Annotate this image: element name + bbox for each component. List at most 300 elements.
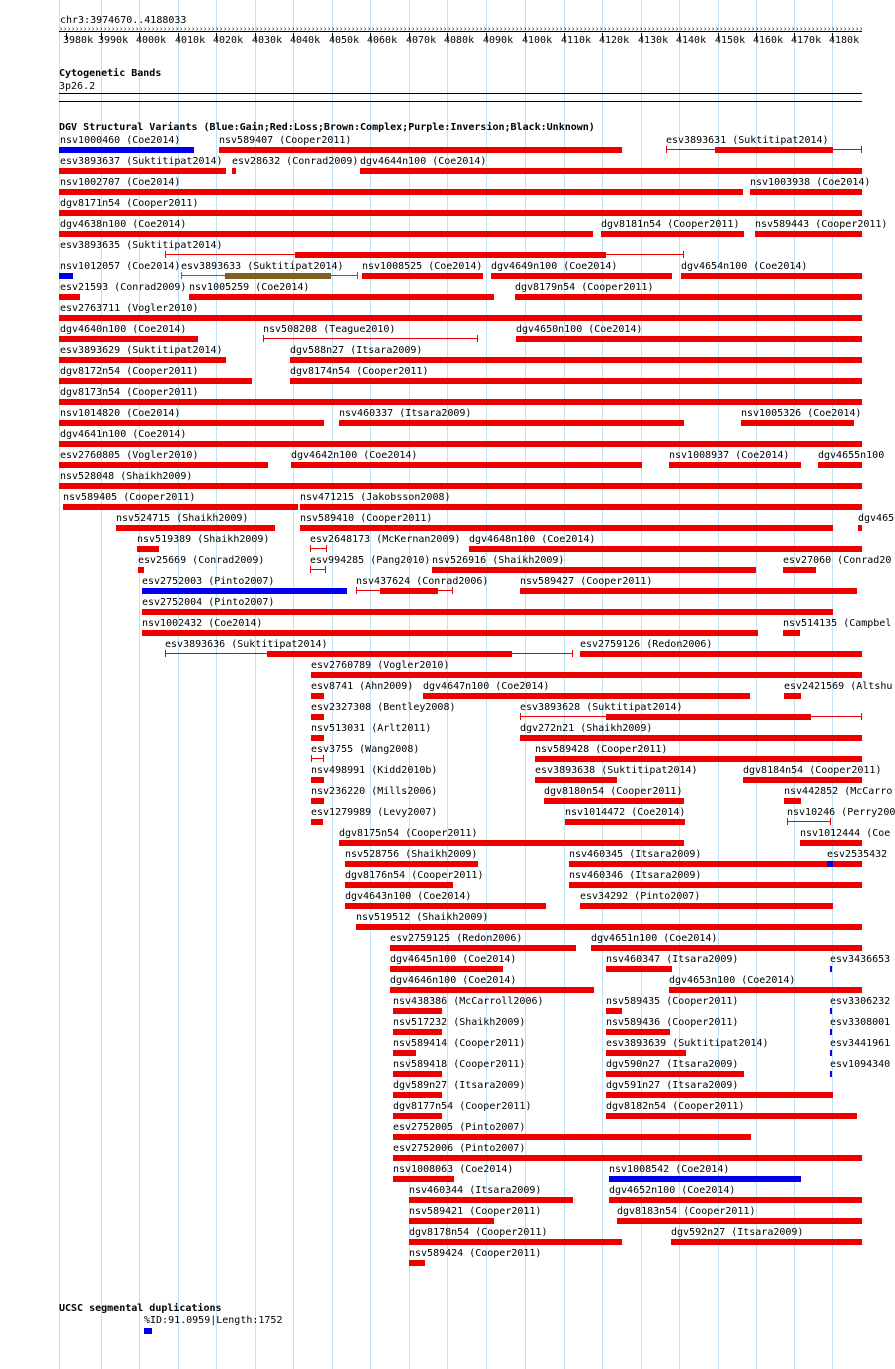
variant-bar[interactable]	[137, 546, 159, 552]
ruler-arrow: ›	[107, 25, 112, 33]
variant-label[interactable]: esv8741 (Ahn2009)	[311, 681, 414, 692]
ruler-tick-label: 4100k	[522, 35, 553, 46]
variant-label[interactable]: nsv589407 (Cooper2011)	[219, 135, 352, 146]
variant-bar[interactable]	[311, 798, 324, 804]
variant-bar[interactable]	[311, 672, 862, 678]
variant-bar[interactable]	[520, 735, 862, 741]
variant-label[interactable]: nsv1002707 (Coe2014)	[60, 177, 181, 188]
variant-label[interactable]: esv2760789 (Vogler2010)	[311, 660, 450, 671]
variant-label[interactable]: esv2760805 (Vogler2010)	[60, 450, 199, 461]
variant-label[interactable]: dgv4645n100 (Coe2014)	[390, 954, 517, 965]
variant-bar[interactable]	[393, 1134, 751, 1140]
variant-label[interactable]: nsv460345 (Itsara2009)	[569, 849, 702, 860]
variant-bar[interactable]	[784, 798, 801, 804]
variant-label[interactable]: nsv519389 (Shaikh2009)	[137, 534, 270, 545]
variant-bar[interactable]	[390, 987, 594, 993]
variant-label[interactable]: dgv589n27 (Itsara2009)	[393, 1080, 526, 1091]
variant-label[interactable]: dgv4640n100 (Coe2014)	[60, 324, 187, 335]
variant-bar[interactable]	[606, 1008, 622, 1014]
variant-label[interactable]: nsv508208 (Teague2010)	[263, 324, 396, 335]
variant-bar[interactable]	[59, 168, 226, 174]
variant-label[interactable]: esv3306232	[830, 996, 891, 1007]
variant-label[interactable]: nsv589427 (Cooper2011)	[520, 576, 653, 587]
ruler-arrow: ›	[215, 25, 220, 33]
segdup-feature-label[interactable]: %ID:91.0959|Length:1752	[144, 1315, 283, 1326]
variant-bar[interactable]	[225, 273, 331, 279]
variant-label[interactable]: esv28632 (Conrad2009)	[232, 156, 359, 167]
variant-bar[interactable]	[743, 777, 862, 783]
variant-bar[interactable]	[393, 1029, 442, 1035]
variant-label[interactable]: esv3893633 (Suktitipat2014)	[181, 261, 344, 272]
variant-label[interactable]: nsv589410 (Cooper2011)	[300, 513, 433, 524]
variant-bar[interactable]	[827, 861, 833, 867]
variant-label[interactable]: dgv590n27 (Itsara2009)	[606, 1059, 739, 1070]
variant-label[interactable]: nsv1014472 (Coe2014)	[565, 807, 686, 818]
variant-label[interactable]: esv3893631 (Suktitipat2014)	[666, 135, 829, 146]
variant-bar[interactable]	[784, 693, 801, 699]
variant-bar[interactable]	[606, 714, 811, 720]
variant-bar[interactable]	[390, 966, 503, 972]
variant-bar[interactable]	[409, 1239, 622, 1245]
ruler-arrow: ›	[639, 25, 644, 33]
variant-bar[interactable]	[339, 420, 684, 426]
variant-bar[interactable]	[116, 525, 275, 531]
variant-label[interactable]: nsv1000460 (Coe2014)	[60, 135, 181, 146]
variant-label[interactable]: nsv589435 (Cooper2011)	[606, 996, 739, 1007]
variant-label[interactable]: nsv517232 (Shaikh2009)	[393, 1017, 526, 1028]
variant-bar[interactable]	[830, 1071, 832, 1077]
variant-label[interactable]: dgv4648n100 (Coe2014)	[469, 534, 596, 545]
variant-bar[interactable]	[669, 462, 801, 468]
ruler-arrow: ›	[323, 25, 328, 33]
variant-label[interactable]: esv994285 (Pang2010)	[310, 555, 431, 566]
variant-label[interactable]: dgv4654n100 (Coe2014)	[681, 261, 808, 272]
variant-label[interactable]: esv1279989 (Levy2007)	[311, 807, 438, 818]
variant-bar[interactable]	[362, 273, 483, 279]
variant-label[interactable]: nsv589418 (Cooper2011)	[393, 1059, 526, 1070]
variant-bar[interactable]	[409, 1218, 494, 1224]
variant-bar[interactable]	[380, 588, 438, 594]
variant-label[interactable]: dgv4646n100 (Coe2014)	[390, 975, 517, 986]
variant-label[interactable]: dgv8174n54 (Cooper2011)	[290, 366, 429, 377]
variant-label[interactable]: esv3893638 (Suktitipat2014)	[535, 765, 698, 776]
variant-bar[interactable]	[606, 1029, 670, 1035]
variant-label[interactable]: esv3893639 (Suktitipat2014)	[606, 1038, 769, 1049]
variant-bar[interactable]	[219, 147, 622, 153]
variant-label[interactable]: esv27060 (Conrad20	[783, 555, 892, 566]
ruler-arrow: ›	[123, 25, 128, 33]
variant-label[interactable]: esv2759126 (Redon2006)	[580, 639, 713, 650]
variant-label[interactable]: dgv8173n54 (Cooper2011)	[60, 387, 199, 398]
variant-bar[interactable]	[544, 798, 684, 804]
variant-bar[interactable]	[59, 210, 862, 216]
variant-bar[interactable]	[311, 714, 324, 720]
variant-bar[interactable]	[232, 168, 236, 174]
variant-label[interactable]: nsv1014820 (Coe2014)	[60, 408, 181, 419]
variant-label[interactable]: nsv10246 (Perry200	[787, 807, 895, 818]
variant-label[interactable]: dgv8176n54 (Cooper2011)	[345, 870, 484, 881]
variant-label[interactable]: esv21593 (Conrad2009)	[60, 282, 187, 293]
ruler-arrow: ›	[227, 25, 232, 33]
variant-bar[interactable]	[59, 189, 743, 195]
ruler-arrow: ›	[175, 25, 180, 33]
ruler-arrow: ›	[839, 25, 844, 33]
variant-bar[interactable]	[311, 735, 324, 741]
variant-bar[interactable]	[755, 231, 862, 237]
variant-bar[interactable]	[741, 420, 854, 426]
variant-label[interactable]: esv2763711 (Vogler2010)	[60, 303, 199, 314]
variant-label[interactable]: dgv8172n54 (Cooper2011)	[60, 366, 199, 377]
variant-label[interactable]: nsv589428 (Cooper2011)	[535, 744, 668, 755]
variant-label[interactable]: esv3441961	[830, 1038, 891, 1049]
variant-bar[interactable]	[393, 1155, 862, 1161]
ruler-arrow: ›	[567, 25, 572, 33]
variant-bar[interactable]	[345, 882, 453, 888]
variant-label[interactable]: nsv236220 (Mills2006)	[311, 786, 438, 797]
variant-label[interactable]: nsv438386 (McCarroll2006)	[393, 996, 544, 1007]
variant-label[interactable]: dgv4638n100 (Coe2014)	[60, 219, 187, 230]
variant-bar[interactable]	[311, 693, 324, 699]
variant-bar[interactable]	[606, 966, 672, 972]
variant-span-cap	[830, 818, 831, 825]
variant-label[interactable]: dgv4644n100 (Coe2014)	[360, 156, 487, 167]
ruler-arrow: ›	[343, 25, 348, 33]
ruler-arrow: ›	[251, 25, 256, 33]
variant-label[interactable]: esv2648173 (McKernan2009)	[310, 534, 461, 545]
variant-label[interactable]: dgv8183n54 (Cooper2011)	[617, 1206, 756, 1217]
variant-label[interactable]: nsv460347 (Itsara2009)	[606, 954, 739, 965]
ruler-arrow: ›	[327, 25, 332, 33]
ruler-arrow: ›	[299, 25, 304, 33]
variant-bar[interactable]	[800, 840, 862, 846]
variant-bar[interactable]	[59, 273, 73, 279]
variant-bar[interactable]	[393, 1113, 442, 1119]
variant-bar[interactable]	[267, 651, 512, 657]
variant-label[interactable]: nsv460346 (Itsara2009)	[569, 870, 702, 881]
ruler-tick-label: 4010k	[175, 35, 206, 46]
variant-label[interactable]: esv3893628 (Suktitipat2014)	[520, 702, 683, 713]
ruler-tick-label: 4000k	[136, 35, 167, 46]
variant-label[interactable]: nsv589421 (Cooper2011)	[409, 1206, 542, 1217]
variant-bar[interactable]	[569, 861, 862, 867]
ruler-arrow: ›	[687, 25, 692, 33]
variant-bar[interactable]	[339, 840, 684, 846]
variant-span-cap	[477, 335, 478, 342]
variant-bar[interactable]	[59, 399, 862, 405]
variant-bar[interactable]	[142, 630, 758, 636]
variant-label[interactable]: nsv528756 (Shaikh2009)	[345, 849, 478, 860]
variant-bar[interactable]	[516, 336, 862, 342]
variant-bar[interactable]	[59, 336, 198, 342]
variant-bar[interactable]	[535, 756, 862, 762]
ruler-arrow: ›	[363, 25, 368, 33]
variant-label[interactable]: dgv4651n100 (Coe2014)	[591, 933, 718, 944]
variant-label[interactable]: esv2327308 (Bentley2008)	[311, 702, 456, 713]
variant-bar[interactable]	[393, 1008, 442, 1014]
variant-label[interactable]: dgv591n27 (Itsara2009)	[606, 1080, 739, 1091]
variant-label[interactable]: esv25669 (Conrad2009)	[138, 555, 265, 566]
variant-bar[interactable]	[681, 273, 862, 279]
variant-bar[interactable]	[311, 819, 323, 825]
variant-bar[interactable]	[59, 147, 194, 153]
variant-bar[interactable]	[142, 588, 347, 594]
variant-bar[interactable]	[295, 252, 606, 258]
ruler-arrow: ›	[543, 25, 548, 33]
variant-label[interactable]: esv3893636 (Suktitipat2014)	[165, 639, 328, 650]
variant-label[interactable]: esv2752006 (Pinto2007)	[393, 1143, 526, 1154]
variant-label[interactable]: dgv4647n100 (Coe2014)	[423, 681, 550, 692]
variant-span-line[interactable]	[787, 821, 831, 822]
variant-label[interactable]: nsv524715 (Shaikh2009)	[116, 513, 249, 524]
ruler-arrow: ›	[331, 25, 336, 33]
variant-bar[interactable]	[783, 567, 816, 573]
variant-bar[interactable]	[515, 294, 862, 300]
variant-label[interactable]: nsv589414 (Cooper2011)	[393, 1038, 526, 1049]
variant-label[interactable]: nsv589405 (Cooper2011)	[63, 492, 196, 503]
variant-label[interactable]: esv2759125 (Redon2006)	[390, 933, 523, 944]
variant-label[interactable]: esv3893635 (Suktitipat2014)	[60, 240, 223, 251]
variant-label[interactable]: nsv513031 (Arlt2011)	[311, 723, 432, 734]
variant-bar[interactable]	[59, 357, 226, 363]
variant-label[interactable]: esv3893629 (Suktitipat2014)	[60, 345, 223, 356]
ruler-arrow: ›	[795, 25, 800, 33]
variant-bar[interactable]	[290, 357, 862, 363]
variant-bar[interactable]	[580, 651, 862, 657]
variant-label[interactable]: nsv528048 (Shaikh2009)	[60, 471, 193, 482]
variant-label[interactable]: esv3308001	[830, 1017, 891, 1028]
variant-label[interactable]: dgv272n21 (Shaikh2009)	[520, 723, 653, 734]
variant-label[interactable]: nsv1008525 (Coe2014)	[362, 261, 483, 272]
variant-label[interactable]: nsv514135 (Campbel	[783, 618, 892, 629]
variant-span-line[interactable]	[310, 548, 327, 549]
variant-label[interactable]: dgv8180n54 (Cooper2011)	[544, 786, 683, 797]
ruler-arrow: ›	[147, 25, 152, 33]
variant-label[interactable]: dgv8179n54 (Cooper2011)	[515, 282, 654, 293]
variant-bar[interactable]	[520, 588, 857, 594]
variant-bar[interactable]	[409, 1197, 573, 1203]
variant-span-line[interactable]	[263, 338, 478, 339]
ruler-arrow: ›	[819, 25, 824, 33]
ruler-arrow: ›	[283, 25, 288, 33]
variant-label[interactable]: esv3893637 (Suktitipat2014)	[60, 156, 223, 167]
variant-label[interactable]: esv2535432	[827, 849, 888, 860]
variant-label[interactable]: nsv1012057 (Coe2014)	[60, 261, 181, 272]
variant-bar[interactable]	[469, 546, 862, 552]
ruler-arrow: ›	[243, 25, 248, 33]
variant-label[interactable]: nsv1002432 (Coe2014)	[142, 618, 263, 629]
ruler-arrow: ›	[211, 25, 216, 33]
variant-bar[interactable]	[818, 462, 862, 468]
variant-bar[interactable]	[63, 504, 298, 510]
variant-span-cap	[311, 755, 312, 762]
variant-bar[interactable]	[300, 525, 833, 531]
variant-bar[interactable]	[393, 1176, 454, 1182]
variant-label[interactable]: dgv4655n100	[818, 450, 885, 461]
variant-bar[interactable]	[59, 483, 862, 489]
variant-span-cap	[666, 146, 667, 153]
variant-bar[interactable]	[423, 693, 750, 699]
variant-bar[interactable]	[591, 945, 862, 951]
variant-label[interactable]: nsv471215 (Jakobsson2008)	[300, 492, 451, 503]
variant-label[interactable]: nsv1012444 (Coe	[800, 828, 891, 839]
variant-label[interactable]: esv3755 (Wang2008)	[311, 744, 420, 755]
variant-bar[interactable]	[393, 1092, 442, 1098]
variant-label[interactable]: dgv8177n54 (Cooper2011)	[393, 1101, 532, 1112]
variant-bar[interactable]	[345, 903, 546, 909]
variant-label[interactable]: dgv4650n100 (Coe2014)	[516, 324, 643, 335]
variant-label[interactable]: nsv442852 (McCarro	[784, 786, 893, 797]
variant-label[interactable]: nsv1005326 (Coe2014)	[741, 408, 862, 419]
variant-label[interactable]: dgv8181n54 (Cooper2011)	[601, 219, 740, 230]
ruler-arrow: ›	[355, 25, 360, 33]
variant-label[interactable]: dgv465	[858, 513, 895, 524]
ruler-arrow: ›	[419, 25, 424, 33]
variant-bar[interactable]	[59, 441, 862, 447]
variant-bar[interactable]	[311, 777, 324, 783]
variant-label[interactable]: esv3436653	[830, 954, 891, 965]
variant-label[interactable]: nsv1003938 (Coe2014)	[750, 177, 871, 188]
variant-label[interactable]: nsv460344 (Itsara2009)	[409, 1185, 542, 1196]
variant-bar[interactable]	[189, 294, 494, 300]
variant-label[interactable]: dgv4641n100 (Coe2014)	[60, 429, 187, 440]
variant-label[interactable]: dgv4649n100 (Coe2014)	[491, 261, 618, 272]
ruler-arrow: ›	[167, 25, 172, 33]
ruler-arrow: ›	[179, 25, 184, 33]
variant-label[interactable]: nsv1008542 (Coe2014)	[609, 1164, 730, 1175]
variant-bar[interactable]	[409, 1260, 425, 1266]
variant-bar[interactable]	[300, 504, 862, 510]
variant-span-cap	[165, 650, 166, 657]
variant-bar[interactable]	[393, 1071, 442, 1077]
variant-label[interactable]: nsv526916 (Shaikh2009)	[432, 555, 565, 566]
variant-bar[interactable]	[393, 1050, 416, 1056]
variant-bar[interactable]	[715, 147, 833, 153]
ruler-arrow: ›	[295, 25, 300, 33]
variant-label[interactable]: dgv8184n54 (Cooper2011)	[743, 765, 882, 776]
variant-label[interactable]: esv2752003 (Pinto2007)	[142, 576, 275, 587]
variant-bar[interactable]	[565, 819, 685, 825]
variant-bar[interactable]	[356, 924, 862, 930]
variant-bar[interactable]	[858, 525, 862, 531]
variant-label[interactable]: dgv592n27 (Itsara2009)	[671, 1227, 804, 1238]
variant-label[interactable]: esv2752005 (Pinto2007)	[393, 1122, 526, 1133]
variant-label[interactable]: esv2421569 (Altshu	[784, 681, 893, 692]
variant-bar[interactable]	[830, 1050, 832, 1056]
ruler-arrow: ›	[291, 25, 296, 33]
variant-bar[interactable]	[432, 567, 756, 573]
variant-bar[interactable]	[609, 1197, 862, 1203]
variant-label[interactable]: dgv4653n100 (Coe2014)	[669, 975, 796, 986]
variant-bar[interactable]	[59, 315, 862, 321]
variant-label[interactable]: nsv1005259 (Coe2014)	[189, 282, 310, 293]
variant-label[interactable]: nsv1008937 (Coe2014)	[669, 450, 790, 461]
variant-bar[interactable]	[609, 1176, 801, 1182]
variant-bar[interactable]	[783, 630, 800, 636]
variant-bar[interactable]	[606, 1113, 857, 1119]
variant-label[interactable]: nsv519512 (Shaikh2009)	[356, 912, 489, 923]
variant-span-line[interactable]	[310, 569, 326, 570]
variant-label[interactable]: dgv8171n54 (Cooper2011)	[60, 198, 199, 209]
variant-label[interactable]: nsv498991 (Kidd2010b)	[311, 765, 438, 776]
variant-bar[interactable]	[59, 420, 324, 426]
variant-label[interactable]: esv34292 (Pinto2007)	[580, 891, 701, 902]
variant-bar[interactable]	[580, 903, 833, 909]
variant-bar[interactable]	[617, 1218, 862, 1224]
variant-label[interactable]: nsv437624 (Conrad2006)	[356, 576, 489, 587]
variant-bar[interactable]	[390, 945, 576, 951]
variant-span-cap	[323, 755, 324, 762]
variant-label[interactable]: nsv589443 (Cooper2011)	[755, 219, 888, 230]
variant-bar[interactable]	[142, 609, 833, 615]
ruler-arrow: ›	[715, 25, 720, 33]
ruler-arrow: ›	[183, 25, 188, 33]
variant-label[interactable]: dgv4642n100 (Coe2014)	[291, 450, 418, 461]
variant-label[interactable]: dgv8178n54 (Cooper2011)	[409, 1227, 548, 1238]
variant-bar[interactable]	[491, 273, 672, 279]
ruler-arrow: ›	[807, 25, 812, 33]
ruler-arrow: ›	[451, 25, 456, 33]
variant-bar[interactable]	[750, 189, 862, 195]
ruler-arrow: ›	[359, 25, 364, 33]
variant-bar[interactable]	[830, 1008, 832, 1014]
variant-bar[interactable]	[59, 462, 268, 468]
ruler-arrow: ›	[635, 25, 640, 33]
ruler-arrow: ›	[335, 25, 340, 33]
variant-label[interactable]: nsv460337 (Itsara2009)	[339, 408, 472, 419]
ruler-tick-label: 4130k	[638, 35, 669, 46]
ruler-arrow: ›	[559, 25, 564, 33]
variant-bar[interactable]	[59, 231, 593, 237]
variant-bar[interactable]	[671, 1239, 862, 1245]
variant-bar[interactable]	[601, 231, 744, 237]
ruler-arrow: ›	[831, 25, 836, 33]
variant-label[interactable]: esv1094340	[830, 1059, 891, 1070]
variant-label[interactable]: nsv589436 (Cooper2011)	[606, 1017, 739, 1028]
ruler-arrow: ›	[855, 25, 860, 33]
ruler-arrow: ›	[303, 25, 308, 33]
variant-label[interactable]: nsv589424 (Cooper2011)	[409, 1248, 542, 1259]
variant-bar[interactable]	[360, 168, 862, 174]
variant-label[interactable]: dgv588n27 (Itsara2009)	[290, 345, 423, 356]
variant-label[interactable]: dgv8175n54 (Cooper2011)	[339, 828, 478, 839]
ruler-arrow: ›	[523, 25, 528, 33]
segdup-feature-bar[interactable]	[144, 1328, 152, 1334]
variant-bar[interactable]	[606, 1071, 744, 1077]
variant-bar[interactable]	[569, 882, 862, 888]
variant-label[interactable]: esv2752004 (Pinto2007)	[142, 597, 275, 608]
variant-bar[interactable]	[59, 378, 252, 384]
variant-bar[interactable]	[830, 1029, 832, 1035]
variant-bar[interactable]	[830, 966, 832, 972]
variant-bar[interactable]	[291, 462, 642, 468]
variant-label[interactable]: dgv8182n54 (Cooper2011)	[606, 1101, 745, 1112]
variant-span-cap	[357, 272, 358, 279]
ruler-arrow: ›	[247, 25, 252, 33]
variant-bar[interactable]	[606, 1092, 833, 1098]
variant-label[interactable]: dgv4643n100 (Coe2014)	[345, 891, 472, 902]
variant-bar[interactable]	[290, 378, 862, 384]
variant-bar[interactable]	[535, 777, 617, 783]
variant-bar[interactable]	[606, 1050, 686, 1056]
variant-bar[interactable]	[59, 294, 80, 300]
variant-bar[interactable]	[138, 567, 144, 573]
ruler-arrow: ›	[463, 25, 468, 33]
ruler-arrow: ›	[287, 25, 292, 33]
variant-bar[interactable]	[345, 861, 478, 867]
variant-label[interactable]: dgv4652n100 (Coe2014)	[609, 1185, 736, 1196]
variant-bar[interactable]	[669, 987, 862, 993]
variant-label[interactable]: nsv1008063 (Coe2014)	[393, 1164, 514, 1175]
